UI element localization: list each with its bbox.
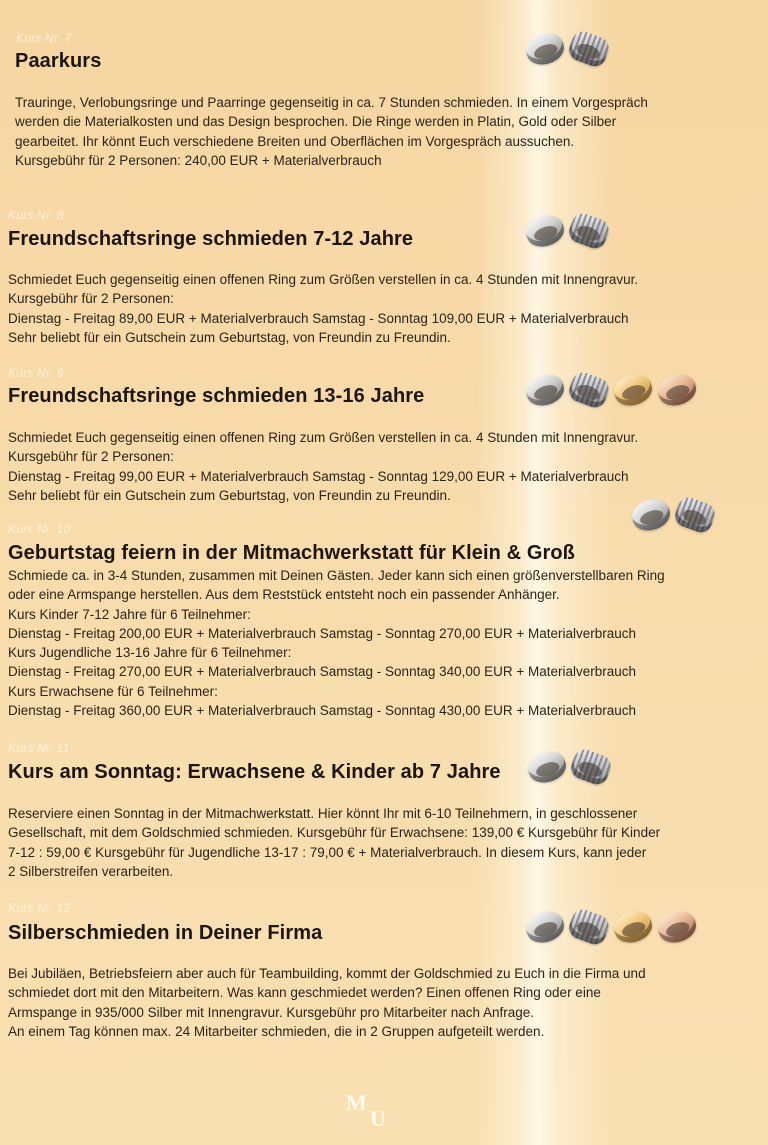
silver-ring-icon [524,747,569,787]
patterned-silver-ring-icon [566,210,612,251]
description-line: Kursgebühr für 2 Personen: [8,291,174,307]
course-number: Kurs Nr. 7 [16,31,72,45]
description-line: 2 Silberstreifen verarbeiten. [8,863,174,879]
description-line: Armspange in 935/000 Silber mit Innengravur. Kursgebühr pro Mitarbeiter nach Anfrage. [8,1004,535,1020]
silver-ring-icon [628,495,673,535]
description-line: Schmiedet Euch gegenseitig einen offenen Ring zum Größen verstellen in ca. 4 Stunden mit Innengravur. [8,430,639,445]
description-line: Dienstag - Freitag 200,00 EUR + Materialverbrauch Samstag - Sonntag 270,00 EUR + Materialverbrauch [8,625,637,641]
course-title: Geburtstag feiern in der Mitmachwerkstatt für Klein & Groß [8,542,576,564]
description-line: 7-12 : 59,00 € Kursgebühr für Jugendliche 13-17 : 79,00 € + Materialverbrauch. In diesem Kurs, kann jeder [8,844,647,860]
course-title: Freundschaftsringe schmieden 13-16 Jahre [8,385,425,407]
description-line: Bei Jubiläen, Betriebsfeiern aber auch für Teambuilding, kommt der Goldschmied zu Euch in die Firma und [8,966,646,981]
silver-ring-icon [522,907,567,947]
description-line: An einem Tag können max. 24 Mitarbeiter schmieden, die in 2 Gruppen aufgeteilt werden. [8,1023,545,1039]
description-line: Kurs Erwachsene für 6 Teilnehmer: [8,683,218,699]
course-description [8,964,646,1041]
description-line: Trauringe, Verlobungsringe und Paarringe gegenseitig in ca. 7 Stunden schmieden. In einem Vorgespräch [15,95,648,110]
silver-ring-icon [522,211,567,251]
patterned-silver-ring-icon [566,369,612,410]
description-line: Dienstag - Freitag 99,00 EUR + Materialverbrauch Samstag - Sonntag 129,00 EUR + Materialverbrauch [8,468,629,484]
ring-images [526,34,608,64]
description-line: Kursgebühr für 2 Personen: [8,449,174,465]
course-number: Kurs Nr. 12 [8,901,71,915]
description-line: Reserviere einen Sonntag in der Mitmachwerkstatt. Hier könnt Ihr mit 6-10 Teilnehmern, in geschlossener [8,806,638,821]
description-line: Schmiede ca. in 3-4 Stunden, zusammen mit Deinen Gästen. Jeder kann sich einen größenverstellbaren Ring [8,568,665,583]
logo-letter-u: U [370,1106,386,1131]
ring-images [632,500,714,530]
course-description [8,270,638,347]
description-line: Dienstag - Freitag 270,00 EUR + Materialverbrauch Samstag - Sonntag 340,00 EUR + Materialverbrauch [8,664,637,680]
course-number: Kurs Nr. 10 [8,522,71,536]
description-line: oder eine Armspange herstellen. Aus dem Reststück entsteht noch ein passender Anhänger. [8,587,560,603]
patterned-silver-ring-icon [566,28,612,69]
rose-gold-ring-icon [654,370,699,410]
course-title: Paarkurs [15,50,102,72]
course-number: Kurs Nr. 9 [8,366,64,380]
ring-images [526,912,696,942]
ring-images [526,216,608,246]
mu-logo [346,1090,396,1140]
patterned-silver-ring-icon [568,746,614,787]
course-title: Kurs am Sonntag: Erwachsene & Kinder ab 7 Jahre [8,761,501,783]
patterned-silver-ring-icon [672,494,718,535]
course-number: Kurs Nr. 8 [8,208,64,222]
description-line: werden die Materialkosten und das Design besprochen. Die Ringe werden in Platin, Gold oder Silber [15,114,617,130]
silver-ring-icon [522,29,567,69]
course-description [8,804,660,881]
course-title: Freundschaftsringe schmieden 7-12 Jahre [8,228,414,250]
description-line: Dienstag - Freitag 360,00 EUR + Materialverbrauch Samstag - Sonntag 430,00 EUR + Materialverbrauch [8,703,637,719]
silver-ring-icon [522,370,567,410]
logo-letter-m: M [346,1090,367,1115]
description-line: Kurs Jugendliche 13-16 Jahre für 6 Teilnehmer: [8,645,292,661]
ring-images [528,752,610,782]
description-line: gearbeitet. Ihr könnt Euch verschiedene Breiten und Oberflächen im Vorgespräch aussuchen. [15,133,575,149]
description-line: Kurs Kinder 7-12 Jahre für 6 Teilnehmer: [8,606,251,622]
course-description [8,566,665,720]
gold-ring-icon [610,370,655,410]
patterned-silver-ring-icon [566,906,612,947]
description-line: schmiedet dort mit den Mitarbeitern. Was kann geschmiedet werden? Einen offenen Ring oder eine [8,985,601,1001]
rose-gold-ring-icon [654,907,699,947]
course-description [15,93,648,170]
description-line: Dienstag - Freitag 89,00 EUR + Materialverbrauch Samstag - Sonntag 109,00 EUR + Materialverbrauch [8,310,629,326]
description-line: Sehr beliebt für ein Gutschein zum Geburtstag, von Freundin zu Freundin. [8,329,451,345]
ring-images [526,375,696,405]
description-line: Kursgebühr für 2 Personen: 240,00 EUR + Materialverbrauch [15,152,382,168]
course-title: Silberschmieden in Deiner Firma [8,922,323,944]
course-description [8,428,638,505]
course-number: Kurs Nr. 11 [8,741,70,755]
description-line: Sehr beliebt für ein Gutschein zum Geburtstag, von Freundin zu Freundin. [8,487,451,503]
description-line: Schmiedet Euch gegenseitig einen offenen Ring zum Größen verstellen in ca. 4 Stunden mit Innengravur. [8,272,639,287]
gold-ring-icon [610,907,655,947]
description-line: Gesellschaft, mit dem Goldschmied schmieden. Kursgebühr für Erwachsene: 139,00 € Kursgebühr für Kinder [8,825,661,841]
